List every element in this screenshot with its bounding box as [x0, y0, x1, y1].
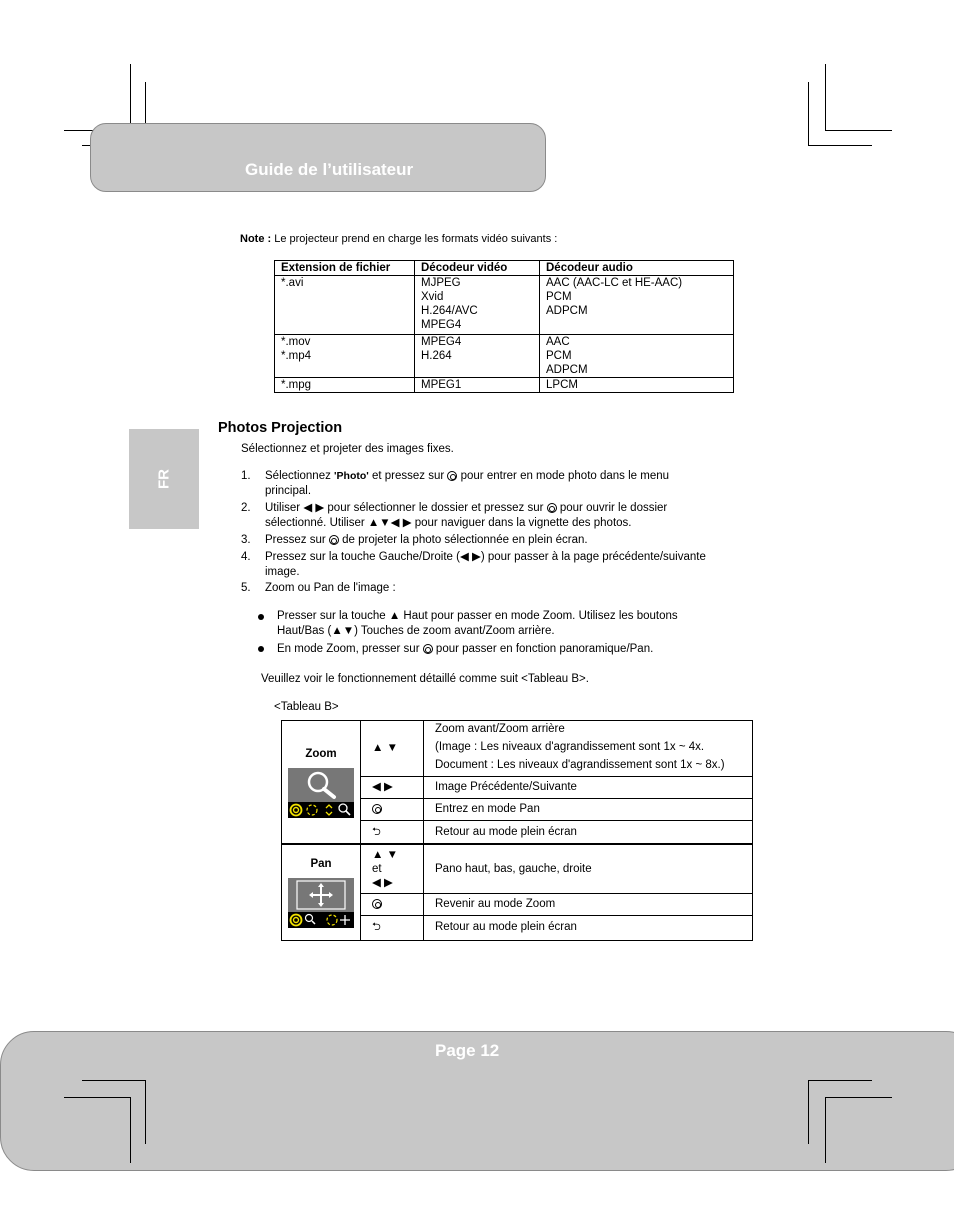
- table-cell: [540, 318, 734, 335]
- step-text: et pressez sur: [368, 470, 448, 482]
- crop-mark: [130, 1097, 131, 1163]
- column-header: Décodeur audio: [540, 261, 734, 276]
- left-right-keys: ◀ ▶: [372, 781, 393, 793]
- crop-mark: [808, 1080, 872, 1081]
- table-cell: MJPEG: [415, 276, 540, 291]
- table-cell: *.mp4: [275, 349, 415, 363]
- table-row: [282, 844, 753, 894]
- up-down-keys: ▲ ▼: [372, 742, 398, 754]
- step-1: [265, 469, 669, 499]
- table-header-row: [275, 261, 734, 276]
- key-cell: [361, 916, 424, 941]
- step-text: pour entrer en mode photo dans le menu: [457, 470, 670, 482]
- section-title: Photos Projection: [218, 420, 343, 436]
- table-cell: ADPCM: [540, 304, 734, 318]
- formats-table: [274, 260, 734, 393]
- pan-screen-icon: [288, 878, 354, 928]
- zoom-screen-icon: [288, 768, 354, 818]
- key-cell: [361, 721, 424, 777]
- crop-mark: [64, 1097, 130, 1098]
- table-row: [275, 378, 734, 393]
- step-number: 5.: [241, 582, 251, 594]
- table-cell: MPEG1: [415, 378, 540, 393]
- step-number: 3.: [241, 534, 251, 546]
- table-row: [275, 349, 734, 363]
- table-cell: PCM: [540, 290, 734, 304]
- up-down-keys: ▲ ▼: [372, 849, 398, 861]
- table-row: [275, 363, 734, 378]
- bullet-text: Haut/Bas (▲▼) Touches de zoom avant/Zoom arrière.: [277, 625, 555, 637]
- back-icon: ⮌: [372, 920, 381, 933]
- table-cell: [275, 363, 415, 378]
- bullet-2: [277, 642, 653, 657]
- crop-mark: [82, 1080, 146, 1081]
- header-tab: [90, 123, 546, 192]
- step-text: Utiliser ◀ ▶ pour sélectionner le dossier et pressez sur: [265, 502, 547, 514]
- zoom-label: Zoom: [305, 747, 337, 760]
- ok-button-icon: [372, 899, 382, 909]
- step-text: principal.: [265, 485, 312, 497]
- table-row: [275, 276, 734, 291]
- crop-mark: [145, 1080, 146, 1144]
- step-4: [265, 550, 706, 580]
- bullet-text: En mode Zoom, presser sur: [277, 643, 423, 655]
- crop-mark: [130, 64, 131, 130]
- crop-mark: [825, 1097, 826, 1163]
- step-number: 4.: [241, 551, 251, 563]
- crop-mark: [825, 130, 892, 131]
- ok-button-icon: [423, 644, 433, 654]
- table-cell: MPEG4: [415, 335, 540, 350]
- pan-mode-cell: [282, 844, 361, 941]
- step-text: Sélectionnez: [265, 470, 335, 482]
- table-cell: ADPCM: [540, 363, 734, 378]
- table-cell: *.avi: [275, 276, 415, 291]
- note-label: Note :: [240, 233, 272, 245]
- ok-button-icon: [372, 804, 382, 814]
- table-cell: [415, 363, 540, 378]
- and-text: et: [372, 863, 382, 875]
- description-cell: Pano haut, bas, gauche, droite: [424, 844, 753, 894]
- see-also-text: Veuillez voir le fonctionnement détaillé comme suit <Tableau B>.: [261, 673, 589, 685]
- description-text: Zoom avant/Zoom arrière: [435, 723, 565, 735]
- ok-button-icon: [329, 535, 339, 545]
- crop-mark: [808, 82, 809, 146]
- description-cell: Retour au mode plein écran: [424, 916, 753, 941]
- back-icon: ⮌: [372, 825, 381, 838]
- description-cell: Image Précédente/Suivante: [424, 777, 753, 799]
- page-number: Page 12: [435, 1041, 500, 1060]
- table-row: [282, 721, 753, 777]
- table-cell: LPCM: [540, 378, 734, 393]
- language-tab-label: FR: [155, 469, 173, 489]
- header-title: Guide de l’utilisateur: [245, 160, 414, 179]
- step-text: de projeter la photo sélectionnée en plein écran.: [338, 534, 588, 546]
- crop-mark: [825, 64, 826, 130]
- description-text: Document : Les niveaux d'agrandissement sont 1x ~ 8x.): [435, 759, 725, 771]
- table-cell: Xvid: [415, 290, 540, 304]
- note: [240, 233, 557, 245]
- crop-mark: [825, 1097, 892, 1098]
- note-text: Le projecteur prend en charge les formats vidéo suivants :: [271, 233, 558, 245]
- table-cell: H.264/AVC: [415, 304, 540, 318]
- step-5: Zoom ou Pan de l'image :: [265, 582, 396, 594]
- key-cell: [361, 777, 424, 799]
- column-header: Décodeur vidéo: [415, 261, 540, 276]
- bullet-text: Presser sur la touche ▲ Haut pour passer en mode Zoom. Utilisez les boutons: [277, 610, 678, 622]
- table-cell: PCM: [540, 349, 734, 363]
- ok-button-icon: [447, 471, 457, 481]
- description-cell: [424, 721, 753, 777]
- bullet-1: [277, 609, 678, 639]
- step-text: Pressez sur la touche Gauche/Droite (◀ ▶) pour passer à la page précédente/suivante: [265, 551, 706, 563]
- table-row: [275, 318, 734, 335]
- description-cell: Revenir au mode Zoom: [424, 894, 753, 916]
- column-header: Extension de fichier: [275, 261, 415, 276]
- zoom-mode-cell: [282, 721, 361, 845]
- key-cell: [361, 894, 424, 916]
- table-cell: H.264: [415, 349, 540, 363]
- step-text: sélectionné. Utiliser ▲▼◀ ▶ pour naviguer dans la vignette des photos.: [265, 517, 632, 529]
- crop-mark: [808, 145, 872, 146]
- table-cell: AAC: [540, 335, 734, 350]
- step-text: pour ouvrir le dossier: [556, 502, 668, 514]
- table-cell: AAC (AAC-LC et HE-AAC): [540, 276, 734, 291]
- step-number: 1.: [241, 470, 251, 482]
- step-text: image.: [265, 566, 300, 578]
- step-2: [265, 501, 667, 531]
- step-number: 2.: [241, 502, 251, 514]
- key-cell: [361, 799, 424, 821]
- description-text: (Image : Les niveaux d'agrandissement sont 1x ~ 4x.: [435, 741, 705, 753]
- bullet-text: pour passer en fonction panoramique/Pan.: [432, 643, 654, 655]
- description-cell: Retour au mode plein écran: [424, 821, 753, 845]
- table-cell: *.mov: [275, 335, 415, 350]
- step-3: [265, 533, 588, 548]
- table-caption: <Tableau B>: [274, 701, 339, 713]
- table-row: [275, 290, 734, 304]
- key-cell: [361, 821, 424, 845]
- step-keyword: 'Photo': [334, 470, 369, 482]
- table-row: [275, 304, 734, 318]
- table-cell: [275, 304, 415, 318]
- table-row: [275, 335, 734, 350]
- section-intro: Sélectionnez et projeter des images fixes.: [241, 443, 454, 455]
- key-cell: [361, 844, 424, 894]
- bullet-dot: [258, 646, 264, 652]
- description-cell: Entrez en mode Pan: [424, 799, 753, 821]
- table-cell: [275, 290, 415, 304]
- ok-button-icon: [547, 503, 557, 513]
- bullet-dot: [258, 614, 264, 620]
- pan-label: Pan: [310, 858, 332, 870]
- table-cell: MPEG4: [415, 318, 540, 335]
- table-cell: *.mpg: [275, 378, 415, 393]
- left-right-keys: ◀ ▶: [372, 877, 393, 889]
- crop-mark: [808, 1080, 809, 1144]
- table-b: [281, 720, 753, 941]
- step-text: Pressez sur: [265, 534, 329, 546]
- table-cell: [275, 318, 415, 335]
